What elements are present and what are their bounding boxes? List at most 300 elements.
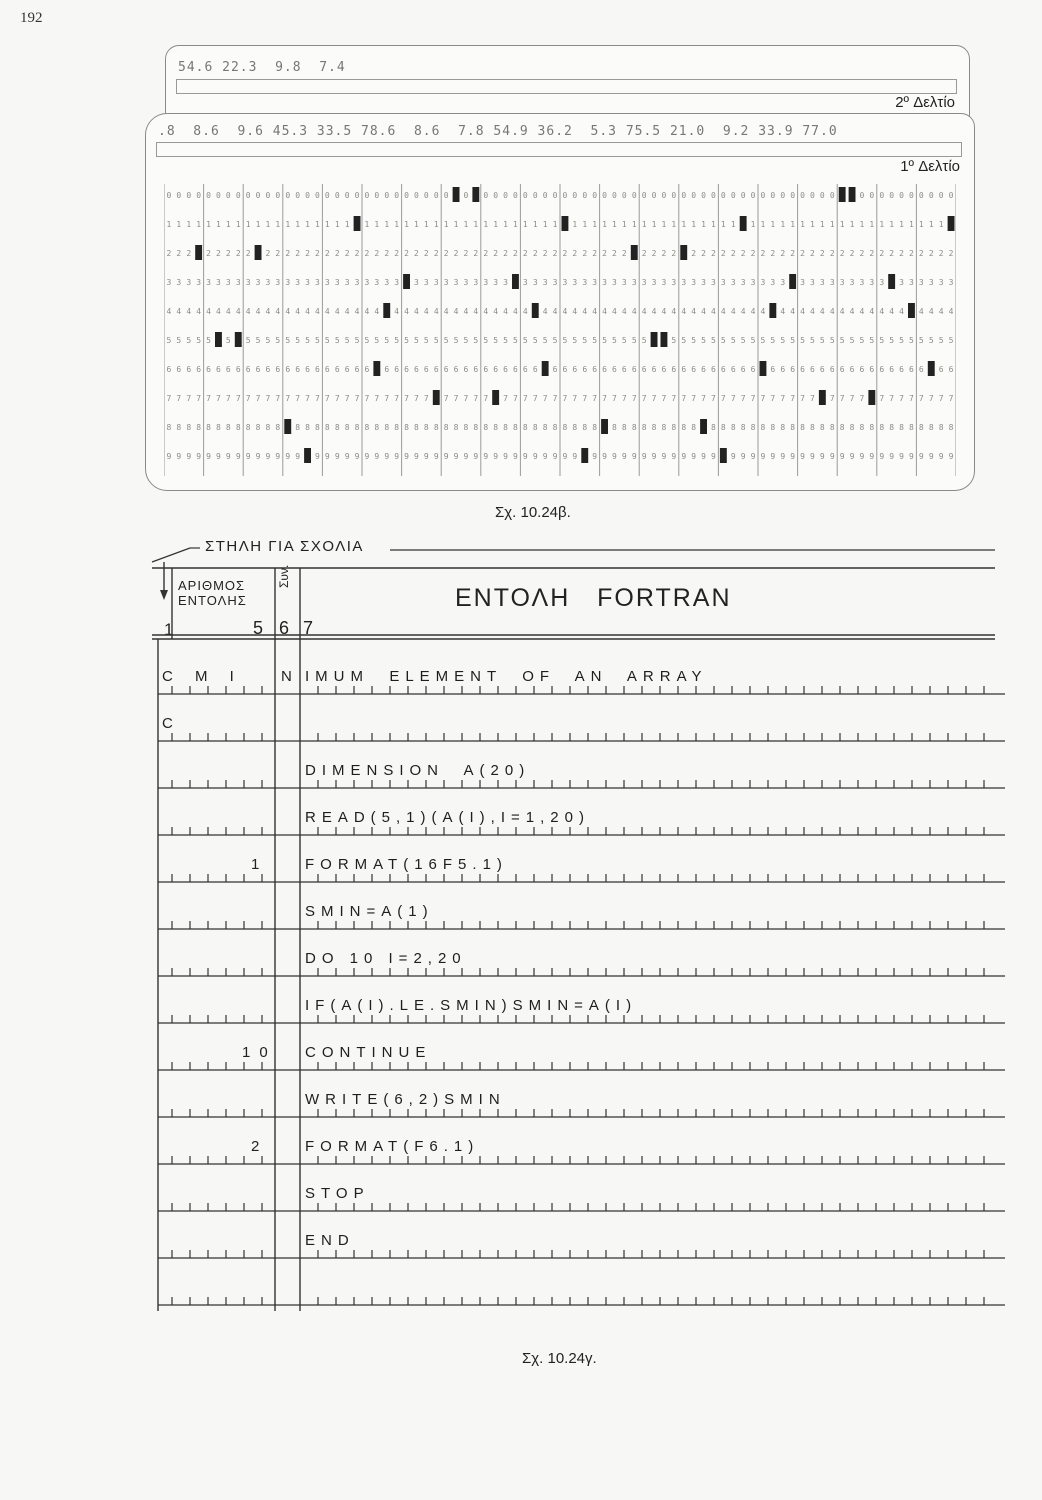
card-digit: 5 [503,336,508,345]
card-digit: 1 [701,220,706,229]
card-digit: 6 [572,365,578,374]
card-digit: 8 [928,423,934,432]
card-digit: 5 [691,336,697,345]
card-digit: 8 [681,423,687,432]
card-digit: 5 [938,336,944,345]
card-digit: 0 [552,191,558,200]
card-digit: 0 [493,191,499,200]
card-punch-hole [849,187,856,202]
card-digit: 8 [810,423,815,432]
card-digit: 9 [324,452,330,461]
card-digit: 7 [681,394,687,403]
card-digit: 4 [394,307,400,316]
card-digit: 8 [503,423,508,432]
card-digit: 3 [810,278,815,287]
card-digit: 2 [473,249,479,258]
card-digit: 2 [671,249,677,258]
card-digit: 5 [592,336,598,345]
card-digit: 5 [641,336,647,345]
comment-column-label: ΣΤΗΛΗ ΓΙΑ ΣΧΟΛΙΑ [205,538,364,555]
card-digit: 7 [562,394,568,403]
card-digit: 2 [948,249,954,258]
card-digit: 2 [334,249,340,258]
card-digit: 7 [206,394,211,403]
figure-caption-c: Σχ. 10.24γ. [522,1350,597,1367]
card-digit: 0 [166,191,172,200]
card-digit: 0 [829,191,835,200]
card-digit: 7 [701,394,706,403]
card-digit: 3 [948,278,954,287]
card-digit: 6 [810,365,815,374]
card-digit: 3 [869,278,875,287]
card-digit: 3 [631,278,637,287]
card-digit: 7 [285,394,291,403]
card-digit: 3 [186,278,192,287]
card-punch-hole [235,332,242,347]
card-digit: 3 [245,278,251,287]
card-digit: 6 [305,365,310,374]
card-digit: 4 [216,307,221,316]
card-digit: 0 [513,191,518,200]
card-punch-hole [453,187,460,202]
card-digit: 3 [394,278,400,287]
card-digit: 3 [285,278,291,287]
card-digit: 5 [404,336,409,345]
card-digit: 3 [275,278,281,287]
card-digit: 1 [631,220,637,229]
card-digit: 8 [800,423,805,432]
card-digit: 4 [671,307,677,316]
card-digit: 2 [562,249,568,258]
card-digit: 6 [879,365,885,374]
card-digit: 8 [760,423,766,432]
card-digit: 1 [344,220,350,229]
card-digit: 9 [493,452,499,461]
card-digit: 1 [305,220,310,229]
card-digit: 8 [542,423,548,432]
card-digit: 4 [918,307,924,316]
card-digit: 3 [176,278,182,287]
card-digit: 0 [879,191,885,200]
card-digit: 3 [899,278,904,287]
card-punch-hole [888,274,895,289]
card-digit: 7 [394,394,400,403]
card-digit: 7 [265,394,271,403]
card-digit: 0 [522,191,528,200]
card-digit: 1 [265,220,271,229]
card-digit: 2 [829,249,835,258]
card-digit: 5 [800,336,805,345]
card-digit-grid-svg [164,184,956,479]
card-digit: 6 [414,365,419,374]
card-digit: 9 [354,452,360,461]
card-digit: 3 [681,278,687,287]
card-digit: 7 [324,394,330,403]
card-digit: 4 [196,307,202,316]
card-digit: 5 [562,336,568,345]
card-digit: 6 [918,365,924,374]
card-digit: 2 [918,249,924,258]
card-digit: 8 [631,423,637,432]
card-digit: 9 [621,452,627,461]
card-digit: 0 [186,191,192,200]
card-digit: 4 [522,307,528,316]
card-digit: 3 [384,278,390,287]
card-digit: 4 [730,307,736,316]
card-digit: 4 [800,307,805,316]
card-punch-hole [562,216,569,231]
card-digit: 6 [592,365,598,374]
punched-card-stack [145,45,975,495]
card-digit: 2 [720,249,726,258]
card-digit: 7 [532,394,538,403]
card-digit: 5 [295,336,301,345]
statement-number-label-1: ΑΡΙΘΜΟΣ [178,578,246,593]
card-digit: 2 [602,249,607,258]
card-digit: 1 [532,220,538,229]
card-digit: 3 [364,278,370,287]
card-digit: 4 [542,307,548,316]
card-digit: 7 [443,394,449,403]
card-digit: 4 [315,307,320,316]
card-digit: 4 [859,307,865,316]
card-digit: 0 [285,191,291,200]
card-digit: 1 [552,220,558,229]
card-digit: 9 [414,452,419,461]
card-digit: 2 [899,249,904,258]
card-digit: 8 [433,423,439,432]
card-digit: 4 [740,307,746,316]
card-digit: 8 [740,423,746,432]
card-digit: 2 [552,249,558,258]
card-digit: 5 [839,336,845,345]
card-digit: 9 [859,452,865,461]
card-digit: 8 [889,423,895,432]
card-digit: 3 [859,278,865,287]
card-digit: 9 [216,452,221,461]
card-digit: 0 [720,191,726,200]
form-row-label: 10 [242,1044,277,1061]
card-digit: 7 [176,394,182,403]
card-digit: 4 [423,307,429,316]
card-digit: 5 [225,336,231,345]
card-digit: 9 [542,452,548,461]
card-digit: 8 [552,423,558,432]
card-digit: 8 [909,423,914,432]
fortran-coding-form [150,538,1010,1338]
card-digit: 3 [750,278,756,287]
card-digit: 9 [948,452,954,461]
card-punch-hole [700,419,707,434]
card-digit: 7 [621,394,627,403]
card-digit: 9 [196,452,202,461]
card-digit: 4 [602,307,607,316]
card-digit: 9 [473,452,479,461]
card-digit: 1 [206,220,211,229]
card-digit: 0 [770,191,776,200]
card-digit: 8 [691,423,697,432]
punched-card-1 [145,113,975,491]
card-digit: 6 [661,365,667,374]
card-digit: 7 [453,394,459,403]
card-digit: 5 [285,336,291,345]
card-digit: 0 [592,191,598,200]
card-digit: 2 [522,249,528,258]
card-digit: 5 [493,336,499,345]
card-digit: 8 [443,423,449,432]
card-digit: 8 [245,423,251,432]
card-digit: 9 [602,452,607,461]
card-digit: 9 [176,452,182,461]
card-digit: 9 [562,452,568,461]
card-digit: 9 [612,452,617,461]
card-digit: 4 [344,307,350,316]
card-digit: 0 [433,191,439,200]
card-punch-hole [720,448,727,463]
card-digit: 4 [483,307,489,316]
card-digit: 1 [780,220,786,229]
card-digit: 3 [334,278,340,287]
card-digit-grid [164,184,956,479]
card-digit: 3 [572,278,578,287]
card-digit: 0 [701,191,706,200]
card-digit: 6 [245,365,251,374]
card-digit: 6 [364,365,370,374]
card-digit: 7 [918,394,924,403]
card-digit: 1 [166,220,172,229]
card-digit: 2 [463,249,469,258]
card-digit: 0 [404,191,409,200]
card-digit: 8 [770,423,776,432]
card-digit: 7 [691,394,697,403]
card-digit: 8 [938,423,944,432]
card-punch-hole [542,361,549,376]
card-digit: 6 [800,365,805,374]
card-punch-hole [631,245,638,260]
form-row-statement: IF(A(I).LE.SMIN)SMIN=A(I) [305,997,638,1014]
card-digit: 6 [295,365,301,374]
card-digit: 1 [443,220,449,229]
card-digit: 1 [691,220,697,229]
card-digit: 9 [641,452,647,461]
card-digit: 3 [730,278,736,287]
card-digit: 8 [750,423,756,432]
card-digit: 5 [255,336,261,345]
card-punch-hole [789,274,796,289]
card-digit: 5 [265,336,271,345]
card-digit: 9 [938,452,944,461]
card-digit: 9 [384,452,390,461]
card-digit: 6 [839,365,845,374]
card-digit: 8 [394,423,400,432]
card-digit: 9 [810,452,815,461]
card-digit: 0 [542,191,548,200]
card-digit: 9 [463,452,469,461]
card-digit: 0 [651,191,657,200]
card-digit: 7 [552,394,558,403]
card-digit: 2 [572,249,578,258]
card-digit: 6 [711,365,716,374]
card-digit: 2 [869,249,875,258]
card-punch-hole [819,390,826,405]
card-digit: 3 [265,278,271,287]
card-digit: 0 [711,191,716,200]
card-digit: 0 [206,191,211,200]
card-digit: 5 [513,336,518,345]
card-digit: 9 [206,452,211,461]
card-digit: 1 [582,220,588,229]
card-digit: 3 [691,278,697,287]
column-marker-6: 6 [279,618,290,638]
card-digit: 7 [315,394,320,403]
card-digit: 3 [532,278,538,287]
card-digit: 0 [760,191,766,200]
card-digit: 7 [711,394,716,403]
card-digit: 1 [671,220,677,229]
card-digit: 3 [711,278,716,287]
card-digit: 5 [918,336,924,345]
card-digit: 9 [889,452,895,461]
card-digit: 2 [810,249,815,258]
card-digit: 2 [612,249,617,258]
card-digit: 9 [790,452,796,461]
card-digit: 8 [522,423,528,432]
card-digit: 7 [216,394,221,403]
card-digit: 8 [869,423,875,432]
card-punch-hole [928,361,935,376]
card-digit: 1 [859,220,865,229]
card-digit: 9 [443,452,449,461]
card-digit: 5 [196,336,202,345]
card-digit: 0 [790,191,796,200]
card-digit: 1 [324,220,330,229]
card-digit: 2 [770,249,776,258]
card-digit: 2 [503,249,508,258]
card-digit: 5 [770,336,776,345]
card-digit: 2 [513,249,518,258]
page-number: 192 [20,10,43,26]
card-digit: 2 [344,249,350,258]
card-digit: 8 [423,423,429,432]
card-digit: 0 [324,191,330,200]
card-punch-hole [601,419,608,434]
card-digit: 8 [612,423,617,432]
card-digit: 2 [433,249,439,258]
card-digit: 5 [384,336,390,345]
card-digit: 5 [315,336,320,345]
card-digit: 6 [730,365,736,374]
form-row-label: 1 [251,856,269,873]
card-digit: 7 [750,394,756,403]
card-digit: 4 [235,307,241,316]
card-digit: 7 [938,394,944,403]
card-digit: 1 [384,220,390,229]
card-punch-hole [532,303,539,318]
card-digit: 5 [186,336,192,345]
card-digit: 6 [859,365,865,374]
card-digit: 7 [166,394,172,403]
card-digit: 6 [483,365,489,374]
card-digit: 3 [433,278,439,287]
card-digit: 7 [196,394,202,403]
card-digit: 0 [414,191,419,200]
card-digit: 7 [909,394,914,403]
card-digit: 0 [562,191,568,200]
card-digit: 3 [909,278,914,287]
card-digit: 1 [374,220,380,229]
card-digit: 5 [394,336,400,345]
card-digit: 2 [453,249,459,258]
card-digit: 1 [196,220,202,229]
card-digit: 2 [443,249,449,258]
card-2-values: 54.6 22.3 9.8 7.4 [178,60,346,75]
card-digit: 4 [414,307,419,316]
card-digit: 5 [453,336,459,345]
card-digit: 7 [631,394,637,403]
card-digit: 6 [582,365,588,374]
card-digit: 9 [186,452,192,461]
card-digit: 4 [849,307,855,316]
card-digit: 6 [621,365,627,374]
card-digit: 8 [859,423,865,432]
card-digit: 7 [839,394,845,403]
card-digit: 6 [869,365,875,374]
card-digit: 5 [483,336,489,345]
card-digit: 4 [166,307,172,316]
card-digit: 3 [621,278,627,287]
card-digit: 6 [384,365,390,374]
card-digit: 3 [602,278,607,287]
card-digit: 6 [453,365,459,374]
card-digit: 4 [612,307,617,316]
card-digit: 5 [859,336,865,345]
card-digit: 5 [681,336,687,345]
card-digit: 9 [839,452,845,461]
card-digit: 0 [671,191,677,200]
card-digit: 3 [374,278,380,287]
card-digit: 1 [176,220,182,229]
card-digit: 4 [295,307,301,316]
card-digit: 4 [810,307,815,316]
card-digit: 4 [691,307,697,316]
card-digit: 1 [463,220,469,229]
form-row-statement: DIMENSION A(20) [305,762,531,779]
card-digit: 4 [839,307,845,316]
card-punch-hole [760,361,767,376]
card-digit: 4 [186,307,192,316]
card-digit: 7 [760,394,766,403]
card-digit: 9 [730,452,736,461]
card-digit: 5 [612,336,617,345]
card-digit: 3 [414,278,419,287]
card-digit: 0 [859,191,865,200]
card-digit: 0 [750,191,756,200]
card-digit: 0 [275,191,281,200]
card-digit: 1 [730,220,736,229]
card-digit: 5 [879,336,885,345]
card-digit: 8 [879,423,885,432]
form-row-statement: STOP [305,1185,370,1202]
card-digit: 8 [315,423,320,432]
card-punch-hole [839,187,846,202]
card-digit: 3 [849,278,855,287]
card-digit: 0 [315,191,320,200]
card-digit: 3 [483,278,489,287]
card-digit: 0 [245,191,251,200]
card-digit: 8 [265,423,271,432]
card-punch-hole [661,332,668,347]
card-digit: 4 [711,307,716,316]
